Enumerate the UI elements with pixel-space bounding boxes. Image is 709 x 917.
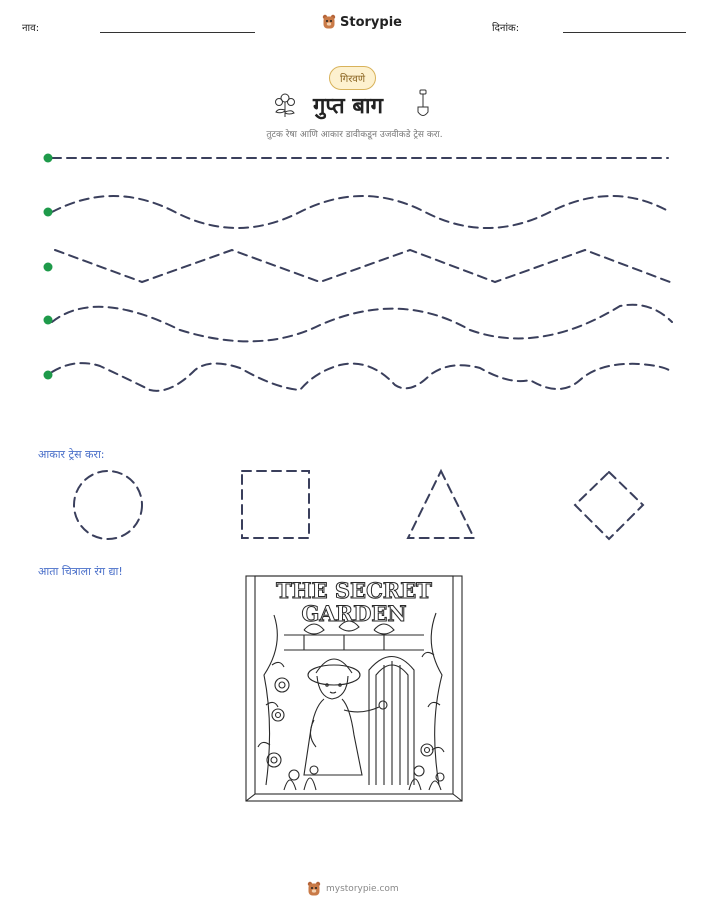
- brand-name: Storypie: [340, 14, 402, 30]
- coloring-heading: आता चित्राला रंग द्या!: [38, 565, 123, 578]
- instructions: तुटक रेषा आणि आकार डावीकडून उजवीकडे ट्रेस करा.: [266, 130, 443, 140]
- category-badge: गिरवणे: [329, 66, 376, 90]
- tracing-lines: [0, 140, 709, 400]
- start-dot-4: [44, 316, 53, 325]
- date-field-line[interactable]: [563, 32, 686, 33]
- shovel-icon: [414, 89, 432, 119]
- trace-circle: [74, 471, 142, 539]
- trace-triangle: [408, 471, 474, 538]
- start-dot-2: [44, 208, 53, 217]
- brand-logo: [322, 14, 402, 30]
- trace-line-wave-2: [52, 305, 672, 342]
- picture-title-line1: THE SECRET: [276, 578, 432, 603]
- bear-icon: [307, 881, 321, 897]
- page-title: गुप्त बाग: [313, 94, 384, 119]
- start-dot-5: [44, 371, 53, 380]
- picture-title-line2: GARDEN: [301, 601, 407, 626]
- start-dot-1: [44, 154, 53, 163]
- bear-icon: [322, 14, 336, 30]
- trace-line-wave-1: [52, 196, 670, 228]
- tracing-shapes: [0, 460, 709, 550]
- trace-square: [242, 471, 309, 538]
- trace-diamond: [575, 472, 643, 539]
- name-field-line[interactable]: [100, 32, 255, 33]
- trace-line-zigzag: [55, 250, 670, 282]
- date-label: दिनांक:: [492, 23, 520, 34]
- flower-icon: [272, 90, 298, 118]
- footer-url[interactable]: mystorypie.com: [326, 884, 399, 894]
- name-label: नाव:: [22, 23, 40, 34]
- coloring-picture: [244, 575, 464, 803]
- footer: [307, 881, 399, 897]
- start-dot-3: [44, 263, 53, 272]
- trace-line-bumps: [52, 363, 672, 391]
- shapes-heading: आकार ट्रेस करा:: [38, 448, 105, 461]
